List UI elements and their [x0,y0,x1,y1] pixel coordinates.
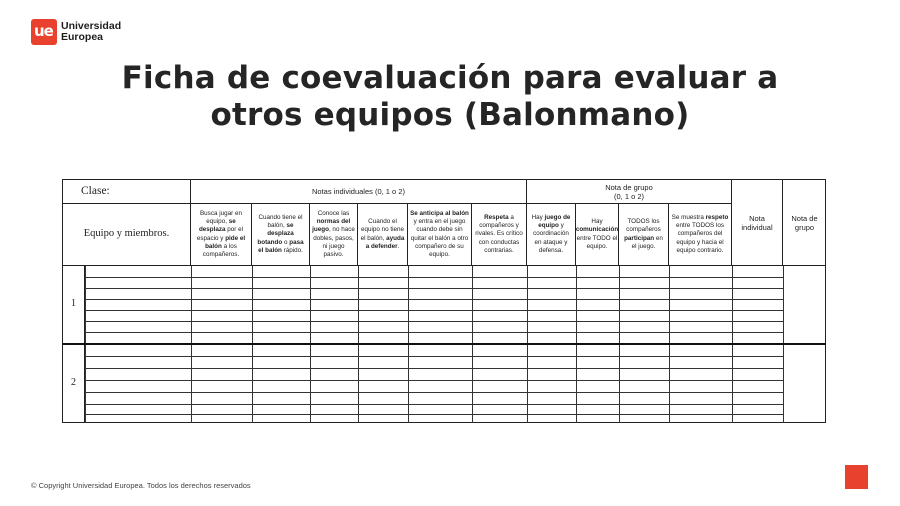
grid-line [85,392,783,393]
title-line-1: Ficha de coevaluación para evaluar a [121,60,779,96]
team-separator [63,343,826,345]
criterion-header: Se muestra respeto entre TODOS los compañeros del equipo y hacia el equipo contrario. [669,204,732,266]
grid-line [85,380,783,381]
criterion-header: Busca jugar en equipo, se desplaza por el espacio y pide el balón a los compañeros. [191,204,252,266]
header-notas-individuales: Notas individuales (0, 1 o 2) [191,180,527,204]
header-nota-individual: Nota individual [732,180,783,266]
evaluation-table [62,179,826,423]
grid-line [85,404,783,405]
grid-line [85,310,783,311]
criterion-header: Cuando tiene el balón, se desplaza botando o pasa el balón rápido. [252,204,310,266]
criterion-header: Respeta a compañeros y rivales. Es crítico con conductas contrarias. [472,204,527,266]
header-nota-grupo: Nota de grupo [783,180,826,266]
criterion-header: TODOS los compañeros participan en el juego. [619,204,669,266]
grid-line [85,356,783,357]
criterion-header: Hay juego de equipo y coordinación en ataque y defensa. [527,204,576,266]
criterion-header: Conoce las normas del juego, no hace dobles, pasos, ni juego pasivo. [310,204,358,266]
equipo-label: Equipo y miembros. [63,204,191,266]
grid-line [85,368,783,369]
title-line-2: otros equipos (Balonmano) [210,97,690,133]
team-number: 2 [63,344,85,423]
criterion-header: Se anticipa al balón y entra en el juego cuando debe sin quitar el balón a otro compañero de su equipo. [408,204,472,266]
grid-line [85,321,783,322]
grid-line [85,299,783,300]
logo-text: Universidad Europea [61,20,122,43]
criterion-header: Cuando el equipo no tiene el balón, ayuda a defender. [358,204,408,266]
criterion-header: Hay comunicación entre TODO el equipo. [576,204,619,266]
header-nota-de-grupo: Nota de grupo (0, 1 o 2) [527,180,732,204]
brand-corner-square [845,465,868,489]
grid-line [85,277,783,278]
copyright-footer: © Copyright Universidad Europea. Todos los derechos reservados [31,481,251,490]
grid-line [85,332,783,333]
grid-line [85,414,783,415]
grid-line [85,288,783,289]
clase-label: Clase: [63,180,191,204]
slide-title [0,60,900,134]
team-number: 1 [63,266,85,344]
university-logo [31,19,121,45]
ue-logo-icon: ue [31,19,57,45]
